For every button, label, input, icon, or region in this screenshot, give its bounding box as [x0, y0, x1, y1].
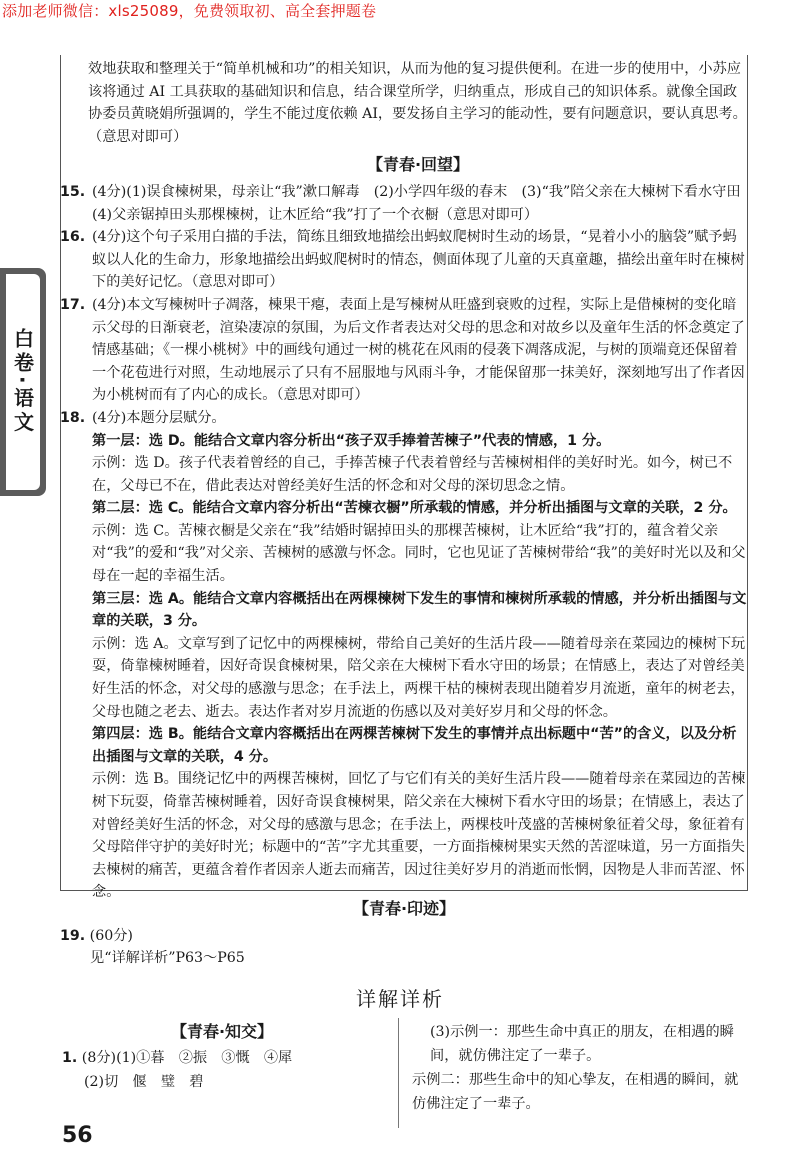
q18-example-2: 示例：选 C。苦楝衣橱是父亲在“我”结婚时锯掉田头的那棵苦楝树，让木匠给“我”打的，蕴含着父亲对“我”的爱和“我”对父亲、苦楝树的感激与怀念。同时，它也见证了苦楝树带给“我”的美好时光以及和父母在一起的幸福生活。: [92, 522, 746, 585]
question-number: 16.: [60, 229, 86, 246]
q18-example-1: 示例：选 D。孩子代表着曾经的自己，手捧苦楝子代表着曾经与苦楝树相伴的美好时光。如今，树已不在，父母已不在，借此表达对曾经美好生活的怀念和对父母的深切思念之情。: [92, 455, 733, 494]
question-19-number: 19.: [60, 927, 86, 944]
left-column: [62, 1020, 382, 1094]
question-16: [60, 226, 748, 294]
q18-level-3: 第三层：选 A。能结合文章内容概括出在两棵楝树下发生的事情和楝树所承载的情感，并分析出插图与文章的关联，3 分。: [92, 590, 747, 630]
question-answer: (4分)本文写楝树叶子凋落，楝果干瘪，表面上是写楝树从旺盛到衰败的过程，实际上是借楝树的变化暗示父母的日渐衰老，渲染凄凉的氛围，为后文作者表达对父母的思念和对故乡以及童年生活的怀念奠定了情感基础；《一棵小桃树》中的画线句通过一树的桃花在风雨的侵袭下凋落成泥，与树的顶端竟还保留着一个花苞进行对照，生动地展示了只有不屈服地与风雨斗争，才能保留那一抹美好，深刻地写出了作者因为小桃树而有了内心的成长。（意思对即可）: [92, 296, 745, 404]
answer-content: [60, 58, 755, 904]
question-17: [60, 294, 748, 407]
question-number: 18.: [60, 409, 86, 426]
q18-level-4: 第四层：选 B。能结合文章内容概括出在两棵苦楝树下发生的事情并点出标题中“苦”的含义，以及分析出插图与文章的关联，4 分。: [92, 726, 737, 765]
question-18: [60, 407, 748, 904]
question-number: 17.: [60, 296, 86, 313]
imprint-section: [60, 898, 748, 970]
section-review-heading: 【青春·回望】: [366, 155, 470, 175]
section-intersect-heading: 【青春·知交】: [170, 1022, 274, 1041]
question-19-score: (60分): [89, 927, 133, 944]
right-example-2: 示例二：那些生命中的知心挚友，在相遇的瞬间，就仿佛注定了一辈子。: [412, 1072, 739, 1112]
side-tab-label: 白卷·语文: [10, 328, 35, 436]
q18-example-3: 示例：选 A。文章写到了记忆中的两棵楝树，带给自己美好的生活片段——随着母亲在菜园边的楝树下玩耍，倚靠楝树睡着，因好奇误食楝树果，陪父亲在大楝树下看水守田的场景；在情感上，表达了对曾经美好生活的怀念，对父母的感激与思念；在手法上，两棵干枯的楝树表现出随着岁月流逝，童年的树老去，父母也随之老去、逝去。表达作者对岁月流逝的伤感以及对美好岁月和父母的怀念。: [92, 635, 746, 720]
page-number: 56: [62, 1123, 93, 1148]
q18-level-1: 第一层：选 D。能结合文章内容分析出“孩子双手捧着苦楝子”代表的情感，1 分。: [92, 432, 611, 449]
side-tab: [0, 268, 46, 496]
q18-intro: (4分)本题分层赋分。: [92, 409, 226, 426]
question-15: [60, 181, 755, 226]
question-1-line2: (2)切 偃 璧 碧: [84, 1074, 204, 1090]
question-answer: (4分)(1)误食楝树果，母亲让“我”漱口解毒 (2)小学四年级的春末 (3)“我”陪父亲在大楝树下看水守田 (4)父亲锯掉田头那棵楝树，让木匠给“我”打了一个衣橱（意思对即可）: [92, 183, 755, 223]
question-1-line1: (8分)(1)①暮 ②振 ③慨 ④犀: [81, 1050, 293, 1066]
question-answer: (4分)这个句子采用白描的手法，简练且细致地描绘出蚂蚁爬树时生动的场景，“晃着小小的脑袋”赋予蚂蚁以人化的生命力，形象地描绘出蚂蚁爬树时的情态，侧面体现了儿童的天真童趣，描绘出童年时在楝树下的美好记忆。（意思对即可）: [92, 229, 745, 291]
question-number: 15.: [60, 183, 86, 200]
q18-level-2: 第二层：选 C。能结合文章内容分析出“苦楝衣橱”所承载的情感，并分析出插图与文章的关联，2 分。: [92, 500, 737, 517]
detail-title: 详解详析: [356, 987, 444, 1011]
section-imprint-heading: 【青春·印迹】: [352, 899, 456, 918]
question-19-reference: 见“详解详析”P63～P65: [90, 950, 245, 967]
watermark-banner: 添加老师微信：xls25089，免费领取初、高全套押题卷: [2, 2, 377, 20]
column-divider: [398, 1018, 399, 1128]
right-column: [412, 1020, 752, 1116]
intro-paragraph: 效地获取和整理关于“简单机械和功”的相关知识，从而为他的复习提供便利。在进一步的使用中，小苏应该将通过 AI 工具获取的基础知识和信息，结合课堂所学，归纳重点，形成自己的知识体系。就像全国政协委员黄晓娟所强调的，学生不能过度依赖 AI，要发扬自主学习的能动性，要有问题意识，要认真思考。（意思对即可）: [88, 61, 747, 145]
q18-example-4: 示例：选 B。围绕记忆中的两棵苦楝树，回忆了与它们有关的美好生活片段——随着母亲在菜园边的苦楝树下玩耍，倚靠苦楝树睡着，因好奇误食楝树果，陪父亲在大楝树下看水守田的场景；在情感上，表达了对曾经美好生活的怀念，对父母的感激与思念；在手法上，两棵枝叶茂盛的苦楝树象征着父母，象征着有父母陪伴守护的美好时光；标题中的“苦”字尤其重要，一方面指楝树果实天然的苦涩味道，另一方面指失去楝树的痛苦，更蕴含着作者因亲人逝去而痛苦，因过往美好岁月的消逝而怅惘，因物是人非而苦涩、怀念。: [92, 771, 746, 901]
question-1-number: 1.: [62, 1050, 78, 1066]
right-example-1: (3)示例一：那些生命中真正的朋友，在相遇的瞬间，就仿佛注定了一辈子。: [430, 1024, 734, 1064]
